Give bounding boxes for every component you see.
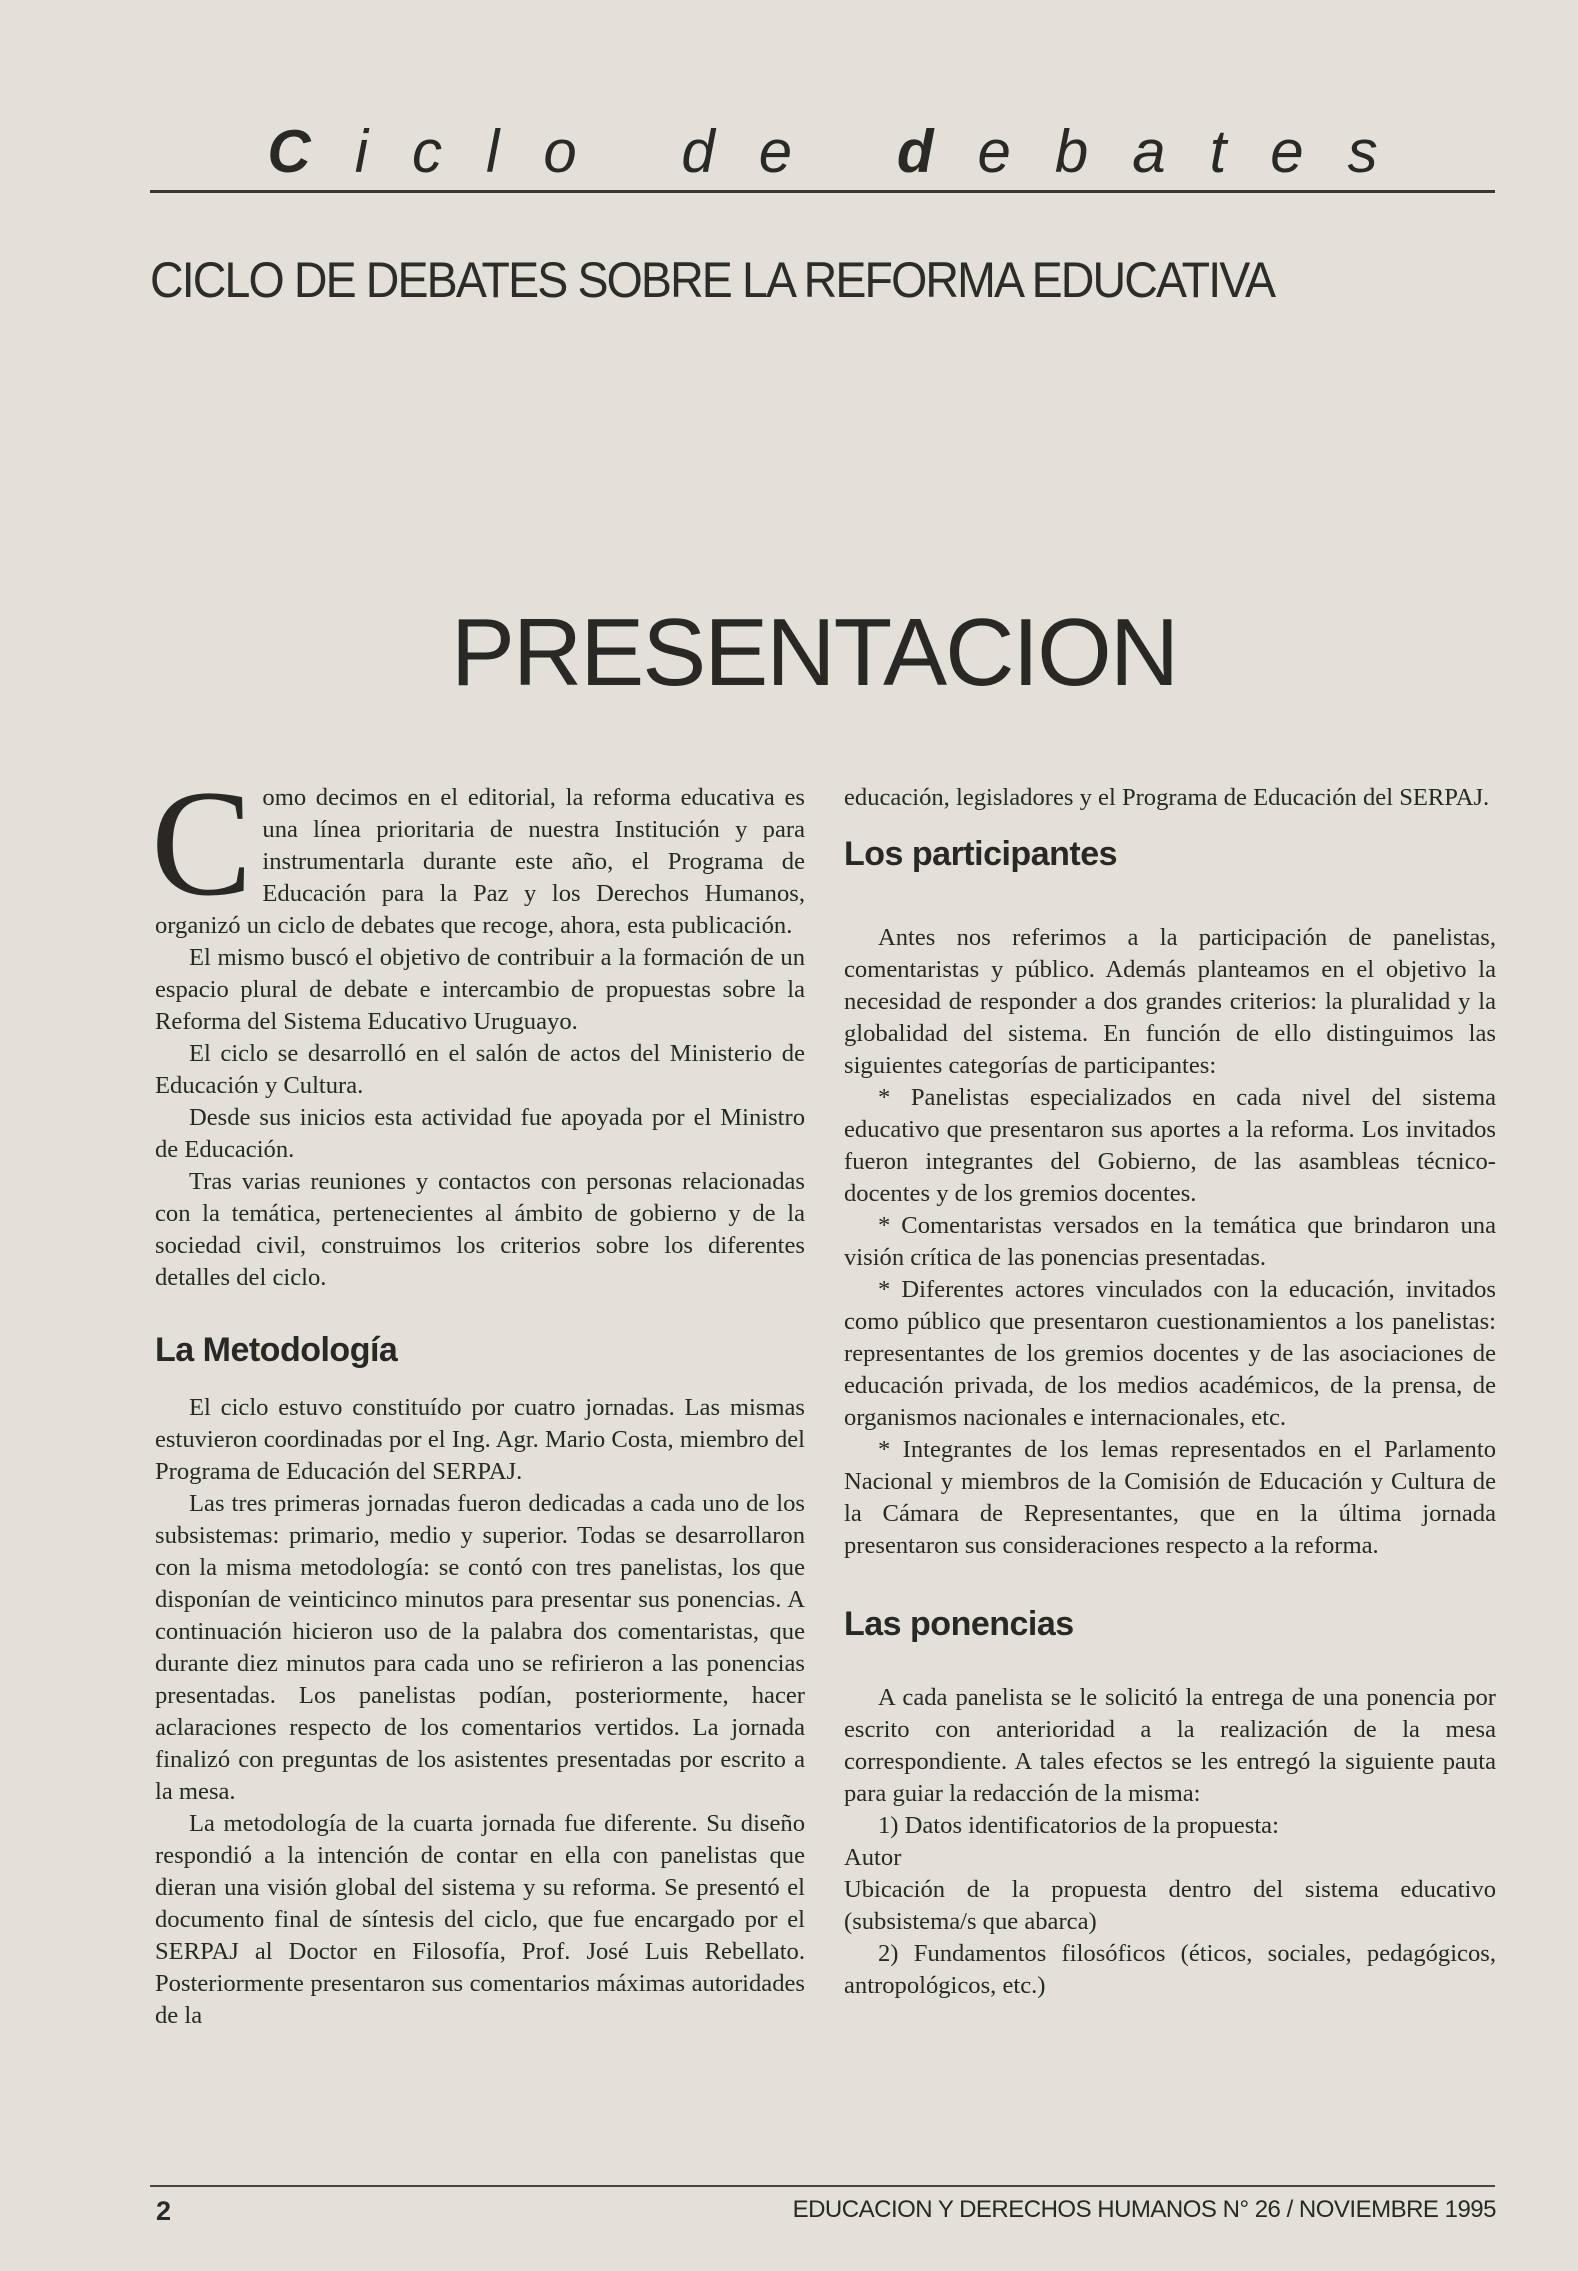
list-item: 2) Fundamentos filosóficos (éticos, sociales, pedagógicos, antropológicos, etc.)	[844, 1940, 1496, 1999]
paragraph-text: omo decimos en el editorial, la reforma educativa es una línea prioritaria de nuestra Institución y para instrumentarla durante este año, el Programa de Educación para la Paz y los Derechos Humanos, organizó un ciclo de debates que recoge, ahora, esta publicación.	[155, 784, 805, 939]
drop-cap: C	[151, 759, 253, 927]
paragraph: Tras varias reuniones y contactos con personas relacionadas con la temática, pertenecientes al ámbito de gobierno y de la sociedad civil, construimos los criterios sobre los diferentes detalles del ciclo.	[155, 1168, 805, 1291]
paragraph: Las tres primeras jornadas fueron dedicadas a cada uno de los subsistemas: primario, medio y superior. Todas se desarrollaron con la misma metodología: se contó con tres panelistas, los que disponían de veinticinco minutos para presentar sus ponencias. A continuación hicieron uso de la palabra dos comentaristas, que durante diez minutos para cada uno se refirieron a las ponencias presentadas. Los panelistas podían, posteriormente, hacer aclaraciones respecto de los comentarios vertidos. La jornada finalizó con preguntas de los asistentes presentadas por escrito a la mesa.	[155, 1490, 805, 1805]
running-title	[150, 116, 1495, 188]
paragraph: Desde sus inicios esta actividad fue apoyada por el Ministro de Educación.	[155, 1104, 805, 1163]
bullet-item: * Panelistas especializados en cada nivel del sistema educativo que presentaron sus aportes a la reforma. Los invitados fueron integrantes del Gobierno, de las asambleas técnico-docentes y de los gremios docentes.	[844, 1084, 1496, 1207]
bullet-item: * Comentaristas versados en la temática que brindaron una visión crítica de las ponencias presentadas.	[844, 1212, 1496, 1271]
bullet-item: * Integrantes de los lemas representados en el Parlamento Nacional y miembros de la Comisión de Educación y Cultura de la Cámara de Representantes, que en la última jornada presentaron sus consideraciones respecto a la reforma.	[844, 1436, 1496, 1559]
right-column	[844, 782, 1496, 2002]
running-title-part: iclo de	[354, 118, 897, 185]
paragraph: El mismo buscó el objetivo de contribuir a la formación de un espacio plural de debate e intercambio de propuestas sobre la Reforma del Sistema Educativo Uruguayo.	[155, 944, 805, 1035]
publication-footer: EDUCACION Y DERECHOS HUMANOS N° 26 / NOVIEMBRE 1995	[792, 2196, 1496, 2223]
bullet-item: * Diferentes actores vinculados con la educación, invitados como público que presentaron cuestionamientos a los panelistas: representantes de los gremios docentes y de las asociaciones de educación privada, de los medios académicos, de la prensa, de organismos nacionales e internacionales, etc.	[844, 1276, 1496, 1431]
paragraph: El ciclo se desarrolló en el salón de actos del Ministerio de Educación y Cultura.	[155, 1040, 805, 1099]
section-title: CICLO DE DEBATES SOBRE LA REFORMA EDUCATIVA	[150, 252, 1275, 308]
page-title: PRESENTACION	[450, 599, 1178, 706]
running-title-bold-letter: d	[896, 118, 978, 185]
heading-participantes: Los participantes	[844, 835, 1118, 873]
paragraph: A cada panelista se le solicitó la entrega de una ponencia por escrito con anterioridad a la realización de la mesa correspondiente. A tales efectos se les entregó la siguiente pauta para guiar la redacción de la misma:	[844, 1684, 1496, 1807]
left-column	[151, 759, 805, 2032]
heading-metodologia: La Metodología	[155, 1331, 398, 1369]
paragraph: El ciclo estuvo constituído por cuatro jornadas. Las mismas estuvieron coordinadas por el Ing. Agr. Mario Costa, miembro del Programa de Educación del SERPAJ.	[155, 1394, 805, 1485]
page-number: 2	[156, 2196, 172, 2226]
paragraph	[151, 759, 805, 942]
heading-ponencias: Las ponencias	[844, 1605, 1074, 1643]
list-subitem: Ubicación de la propuesta dentro del sistema educativo (subsistema/s que abarca)	[844, 1876, 1496, 1935]
running-header	[150, 112, 1495, 193]
paragraph: Antes nos referimos a la participación de panelistas, comentaristas y público. Además planteamos en el objetivo la necesidad de responder a dos grandes criterios: la pluralidad y la globalidad del sistema. En función de ello distinguimos las siguientes categorías de participantes:	[844, 924, 1496, 1079]
list-subitem: Autor	[844, 1844, 902, 1871]
footer-divider	[150, 2185, 1495, 2187]
running-title-initial: C	[267, 118, 355, 185]
paragraph: educación, legisladores y el Programa de Educación del SERPAJ.	[844, 784, 1490, 811]
paragraph: La metodología de la cuarta jornada fue diferente. Su diseño respondió a la intención de contar en ella con panelistas que dieran una visión global del sistema y su reforma. Se presentó el documento final de síntesis del ciclo, que fue encargado por el SERPAJ al Doctor en Filosofía, Prof. José Luis Rebellato. Posteriormente presentaron sus comentarios máximas autoridades de la	[155, 1810, 805, 2029]
list-item: 1) Datos identificatorios de la propuesta:	[878, 1812, 1279, 1839]
running-title-end: ebates	[977, 118, 1422, 185]
